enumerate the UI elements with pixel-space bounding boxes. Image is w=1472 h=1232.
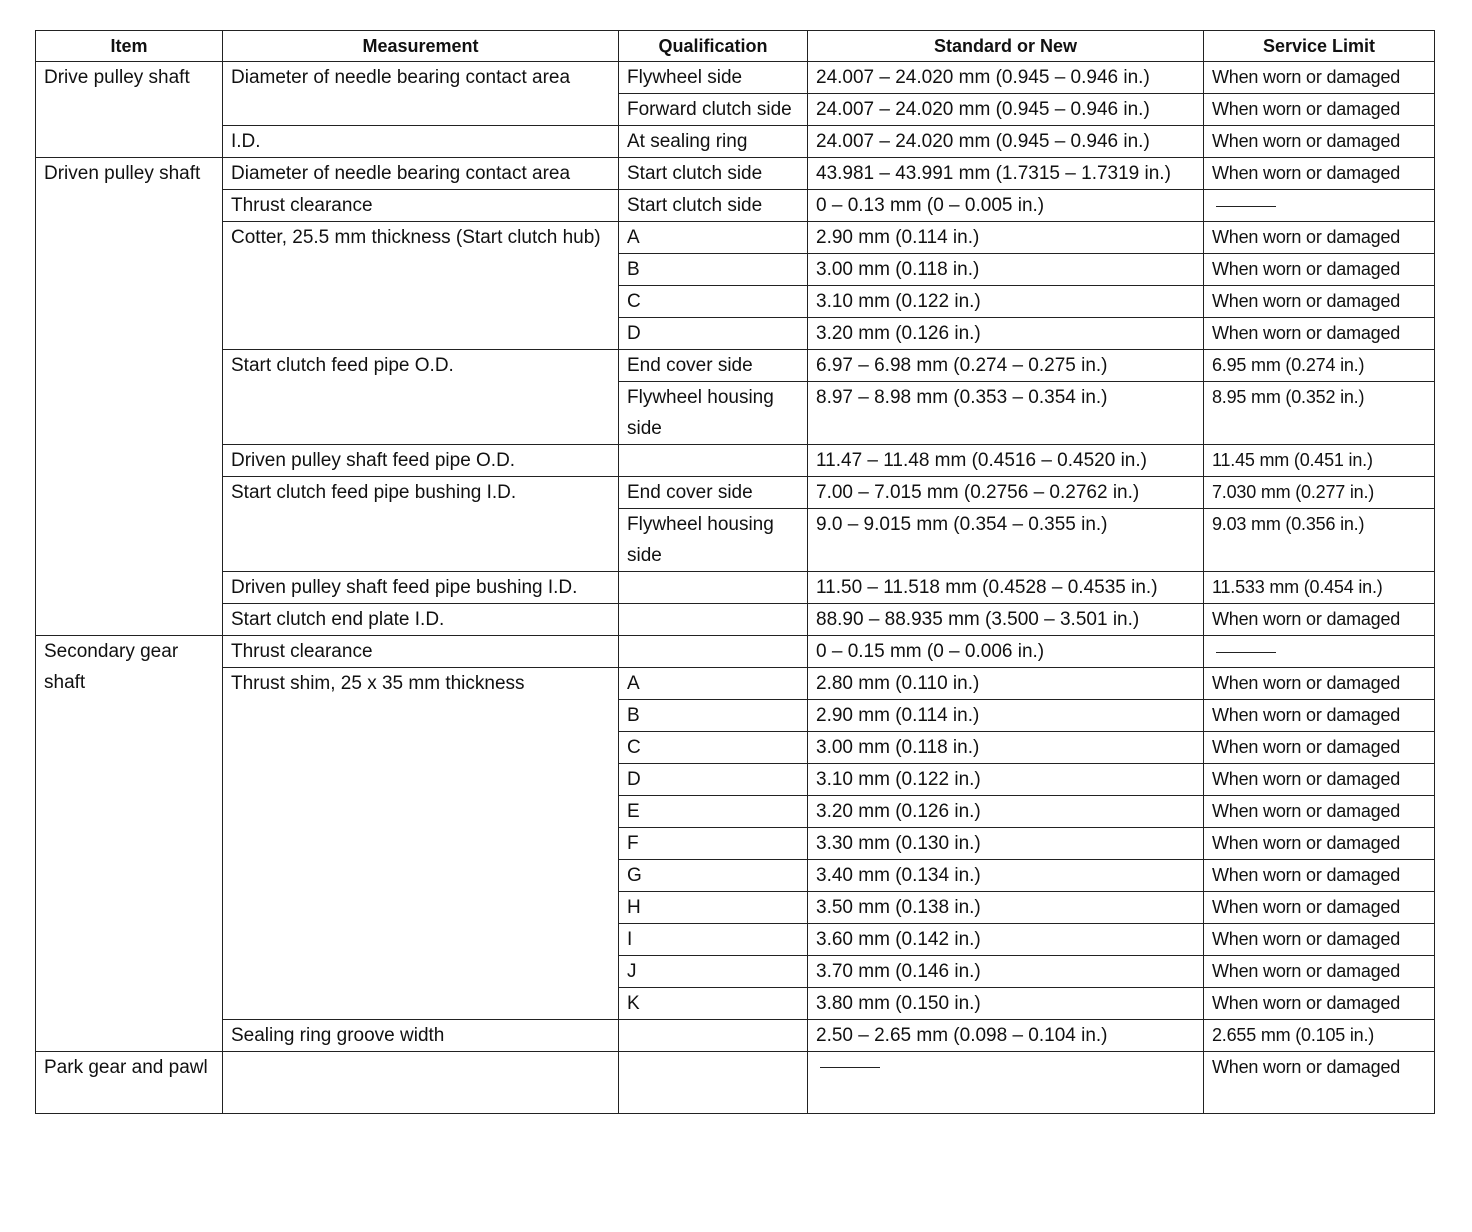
qualification-cell: B [619, 254, 808, 286]
limit-cell: When worn or damaged [1204, 62, 1435, 94]
qualification-cell: At sealing ring [619, 126, 808, 158]
standard-cell: 0 – 0.15 mm (0 – 0.006 in.) [808, 636, 1204, 668]
limit-cell: When worn or damaged [1204, 286, 1435, 318]
limit-cell: When worn or damaged [1204, 732, 1435, 764]
limit-cell: 2.655 mm (0.105 in.) [1204, 1020, 1435, 1052]
limit-cell: When worn or damaged [1204, 94, 1435, 126]
qualification-cell: Start clutch side [619, 158, 808, 190]
qualification-cell: Forward clutch side [619, 94, 808, 126]
measurement-cell: Start clutch feed pipe O.D. [223, 350, 619, 445]
standard-cell: 2.90 mm (0.114 in.) [808, 700, 1204, 732]
measurement-cell: Driven pulley shaft feed pipe O.D. [223, 445, 619, 477]
measurement-cell: Sealing ring groove width [223, 1020, 619, 1052]
standard-cell: 2.50 – 2.65 mm (0.098 – 0.104 in.) [808, 1020, 1204, 1052]
limit-cell: When worn or damaged [1204, 860, 1435, 892]
standard-cell: 3.20 mm (0.126 in.) [808, 318, 1204, 350]
limit-cell: 8.95 mm (0.352 in.) [1204, 382, 1435, 445]
limit-cell: When worn or damaged [1204, 924, 1435, 956]
standard-cell: 6.97 – 6.98 mm (0.274 – 0.275 in.) [808, 350, 1204, 382]
standard-cell: 24.007 – 24.020 mm (0.945 – 0.946 in.) [808, 94, 1204, 126]
standard-cell: 3.10 mm (0.122 in.) [808, 764, 1204, 796]
measurement-cell: Thrust shim, 25 x 35 mm thickness [223, 668, 619, 1020]
qualification-cell-empty [619, 445, 808, 477]
qualification-cell-empty [619, 1052, 808, 1114]
limit-cell: When worn or damaged [1204, 956, 1435, 988]
header-qualification: Qualification [619, 31, 808, 62]
dash-mark [1216, 206, 1276, 207]
table-row [36, 668, 1435, 700]
limit-cell: 9.03 mm (0.356 in.) [1204, 509, 1435, 572]
measurement-cell: Diameter of needle bearing contact area [223, 62, 619, 126]
table-row [36, 222, 1435, 254]
qualification-cell: A [619, 668, 808, 700]
table-row [36, 445, 1435, 477]
qualification-cell: D [619, 318, 808, 350]
limit-cell: When worn or damaged [1204, 222, 1435, 254]
standard-cell: 24.007 – 24.020 mm (0.945 – 0.946 in.) [808, 62, 1204, 94]
standard-cell: 3.40 mm (0.134 in.) [808, 860, 1204, 892]
standard-cell: 8.97 – 8.98 mm (0.353 – 0.354 in.) [808, 382, 1204, 445]
standard-cell: 7.00 – 7.015 mm (0.2756 – 0.2762 in.) [808, 477, 1204, 509]
table-row [36, 62, 1435, 94]
standard-cell: 11.47 – 11.48 mm (0.4516 – 0.4520 in.) [808, 445, 1204, 477]
limit-cell: When worn or damaged [1204, 892, 1435, 924]
header-standard: Standard or New [808, 31, 1204, 62]
measurement-cell: Thrust clearance [223, 636, 619, 668]
qualification-cell: A [619, 222, 808, 254]
standard-cell: 3.60 mm (0.142 in.) [808, 924, 1204, 956]
dash-mark [1216, 652, 1276, 653]
standard-cell: 3.20 mm (0.126 in.) [808, 796, 1204, 828]
limit-cell: When worn or damaged [1204, 668, 1435, 700]
limit-cell: When worn or damaged [1204, 1052, 1435, 1114]
qualification-cell: C [619, 286, 808, 318]
measurement-cell: Cotter, 25.5 mm thickness (Start clutch hub) [223, 222, 619, 350]
qualification-cell: E [619, 796, 808, 828]
qualification-cell: I [619, 924, 808, 956]
standard-cell: 9.0 – 9.015 mm (0.354 – 0.355 in.) [808, 509, 1204, 572]
measurement-cell-empty [223, 1052, 619, 1114]
limit-cell: When worn or damaged [1204, 988, 1435, 1020]
specifications-table [35, 30, 1435, 1114]
measurement-cell: Driven pulley shaft feed pipe bushing I.D. [223, 572, 619, 604]
qualification-cell-empty [619, 604, 808, 636]
standard-cell: 3.00 mm (0.118 in.) [808, 254, 1204, 286]
qualification-cell: F [619, 828, 808, 860]
limit-cell: 11.45 mm (0.451 in.) [1204, 445, 1435, 477]
table-row [36, 1020, 1435, 1052]
measurement-cell: Diameter of needle bearing contact area [223, 158, 619, 190]
limit-cell: When worn or damaged [1204, 764, 1435, 796]
qualification-cell: End cover side [619, 477, 808, 509]
item-park-gear-and-pawl: Park gear and pawl [36, 1052, 223, 1114]
limit-cell: When worn or damaged [1204, 700, 1435, 732]
qualification-cell: Flywheel housing side [619, 509, 808, 572]
dash-mark [820, 1067, 880, 1068]
header-item: Item [36, 31, 223, 62]
item-secondary-gear-shaft: Secondary gear shaft [36, 636, 223, 1052]
limit-cell: When worn or damaged [1204, 828, 1435, 860]
standard-cell: 3.30 mm (0.130 in.) [808, 828, 1204, 860]
header-service-limit: Service Limit [1204, 31, 1435, 62]
table-row [36, 350, 1435, 382]
standard-cell: 24.007 – 24.020 mm (0.945 – 0.946 in.) [808, 126, 1204, 158]
measurement-cell: Thrust clearance [223, 190, 619, 222]
standard-cell: 2.90 mm (0.114 in.) [808, 222, 1204, 254]
qualification-cell: H [619, 892, 808, 924]
limit-cell: When worn or damaged [1204, 126, 1435, 158]
standard-cell: 88.90 – 88.935 mm (3.500 – 3.501 in.) [808, 604, 1204, 636]
limit-cell-empty [1204, 636, 1435, 668]
standard-cell-empty [808, 1052, 1204, 1114]
qualification-cell: Flywheel side [619, 62, 808, 94]
limit-cell: 11.533 mm (0.454 in.) [1204, 572, 1435, 604]
table-row [36, 636, 1435, 668]
limit-cell: When worn or damaged [1204, 254, 1435, 286]
qualification-cell: D [619, 764, 808, 796]
table-row [36, 126, 1435, 158]
qualification-cell: End cover side [619, 350, 808, 382]
limit-cell: When worn or damaged [1204, 318, 1435, 350]
table-row [36, 477, 1435, 509]
item-driven-pulley-shaft: Driven pulley shaft [36, 158, 223, 636]
table-row [36, 158, 1435, 190]
measurement-cell: Start clutch end plate I.D. [223, 604, 619, 636]
qualification-cell-empty [619, 636, 808, 668]
qualification-cell: J [619, 956, 808, 988]
header-row [36, 31, 1435, 62]
limit-cell: When worn or damaged [1204, 796, 1435, 828]
standard-cell: 3.00 mm (0.118 in.) [808, 732, 1204, 764]
standard-cell: 43.981 – 43.991 mm (1.7315 – 1.7319 in.) [808, 158, 1204, 190]
qualification-cell: Start clutch side [619, 190, 808, 222]
qualification-cell: C [619, 732, 808, 764]
standard-cell: 3.50 mm (0.138 in.) [808, 892, 1204, 924]
standard-cell: 11.50 – 11.518 mm (0.4528 – 0.4535 in.) [808, 572, 1204, 604]
qualification-cell: G [619, 860, 808, 892]
limit-cell: When worn or damaged [1204, 604, 1435, 636]
header-measurement: Measurement [223, 31, 619, 62]
qualification-cell: B [619, 700, 808, 732]
limit-cell: 6.95 mm (0.274 in.) [1204, 350, 1435, 382]
standard-cell: 0 – 0.13 mm (0 – 0.005 in.) [808, 190, 1204, 222]
table-row [36, 190, 1435, 222]
qualification-cell: Flywheel housing side [619, 382, 808, 445]
standard-cell: 3.10 mm (0.122 in.) [808, 286, 1204, 318]
table-row [36, 604, 1435, 636]
limit-cell-empty [1204, 190, 1435, 222]
table-row [36, 1052, 1435, 1114]
measurement-cell: I.D. [223, 126, 619, 158]
limit-cell: When worn or damaged [1204, 158, 1435, 190]
measurement-cell: Start clutch feed pipe bushing I.D. [223, 477, 619, 572]
item-drive-pulley-shaft: Drive pulley shaft [36, 62, 223, 158]
standard-cell: 2.80 mm (0.110 in.) [808, 668, 1204, 700]
qualification-cell: K [619, 988, 808, 1020]
table-row [36, 572, 1435, 604]
qualification-cell-empty [619, 1020, 808, 1052]
qualification-cell-empty [619, 572, 808, 604]
standard-cell: 3.80 mm (0.150 in.) [808, 988, 1204, 1020]
limit-cell: 7.030 mm (0.277 in.) [1204, 477, 1435, 509]
standard-cell: 3.70 mm (0.146 in.) [808, 956, 1204, 988]
